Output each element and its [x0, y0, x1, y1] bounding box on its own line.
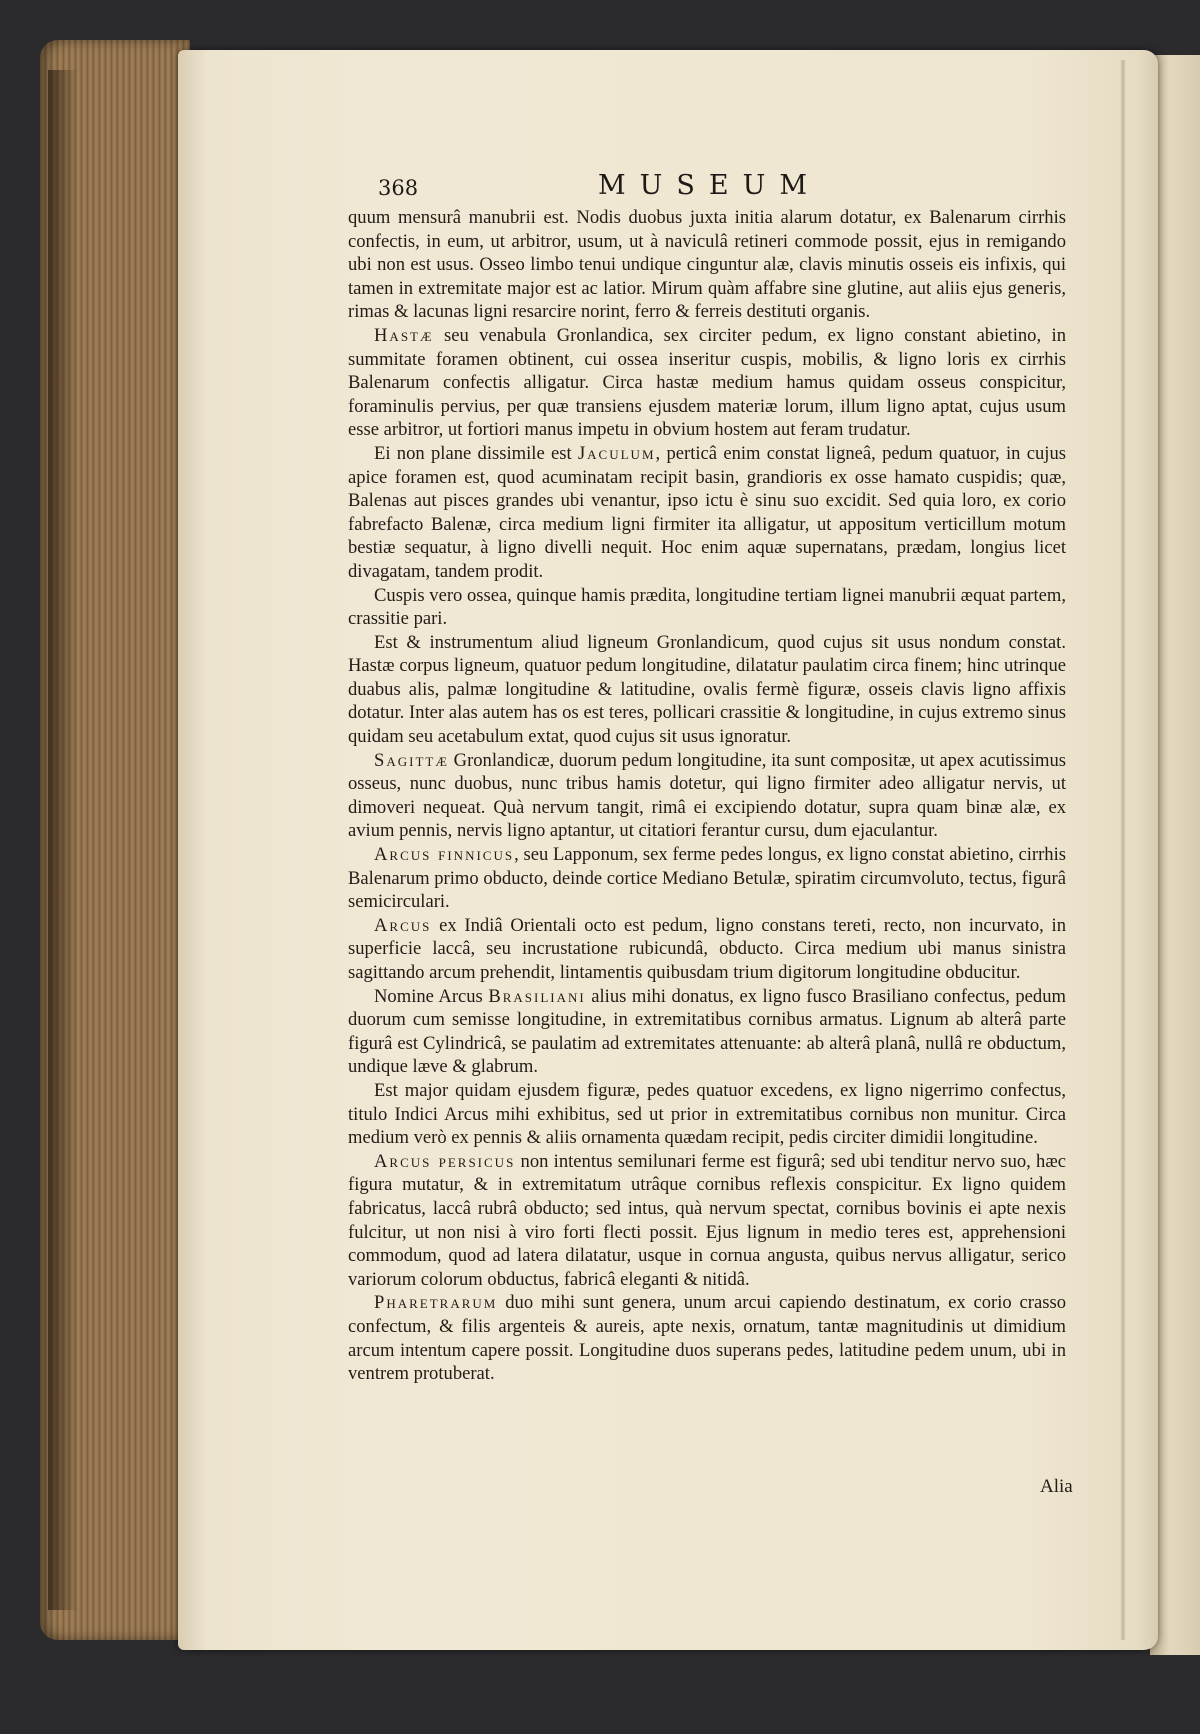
paragraph-text: alius mihi donatus, ex ligno fusco Brasiliano confectus, pedum duorum cum semisse longitudine, in extremitatibus cornibus armatus. Lignum ab alterâ parte figurâ est Cylindricâ, se paulatim ad extremitates attenuante: ab alterâ planâ, nullâ re obductum, undique læve & glabrum. [348, 985, 1066, 1078]
paragraph-text: , seu Lapponum, sex ferme pedes longus, ex ligno constat abietino, cirrhis Balenarum primo obducto, deinde cortice Mediano Betulæ, spiratim circumvoluto, tectus, figurâ semicirculari. [348, 844, 1066, 913]
paragraph-lead: Jaculum [577, 442, 656, 464]
paragraph [348, 631, 1066, 749]
paragraph-lead: Hastæ [374, 324, 434, 346]
paragraph [348, 749, 1066, 843]
paragraph-lead: Sagittæ [374, 749, 449, 771]
paragraph-lead: Brasiliani [488, 985, 586, 1007]
paragraph-lead: Arcus finnicus [374, 844, 515, 866]
paragraph [348, 1079, 1066, 1150]
page-crease [1120, 60, 1126, 1640]
paragraph-before: Nomine Arcus [374, 985, 483, 1007]
paragraph-text: Gronlandicæ, duorum pedum longitudine, ita sunt compositæ, ut apex acutissimus osseus, nunc duobus, nunc tribus hamis dotetur, qui ligno firmiter adeo alligatur nervis, ut dimoveri nequeat. Quà nervum tangit, rimâ ei excipiendo dotatur, supra quam binæ alæ, ex avium pennis, nervis ligno aptantur, ut citatiori ferantur cursu, dum ejaculantur. [348, 749, 1066, 842]
paragraph [348, 324, 1066, 442]
paragraph-text: ex Indiâ Orientali octo est pedum, ligno constans tereti, recto, non incurvato, in superficie laccâ, seu incrustatione rubicundâ, obducto. Circa medium ubi manus sinistra sagittando arcum prehendit, lintamentis quibusdam trium digitorum longitudine obducitur. [348, 914, 1066, 983]
paragraph-text: , perticâ enim constat ligneâ, pedum quatuor, in cujus apice foramen est, quod acuminatam recipit basin, grandioris ex osse hamato cuspidis; quæ, Balenas aut pisces grandes ubi venantur, ipso ictu è sinu suo excidit. Sed quia loro, ex corio fabrefacto Balenæ, circa medium ligni firmiter ita alligatur, ut appositum verticillum motum bestiæ sequatur, à ligno divelli nequit. Hoc enim aquæ supernatans, prædam, longius licet divagatam, tandem prodit. [348, 442, 1066, 582]
paragraph [348, 914, 1066, 985]
paragraph-lead: Arcus [374, 914, 432, 936]
fore-edge-shadow [48, 70, 78, 1610]
paragraph-text: duo mihi sunt genera, unum arcui capiendo destinatum, ex corio crasso confectum, & filis argenteis & aureis, apte nexis, ornatum, tantæ magnitudinis ut dimidium arcum intentum capere possit. Longitudine duos superans pedes, latitudine pedem unum, ubi in ventrem protuberat. [348, 1292, 1066, 1385]
paragraph [348, 584, 1066, 631]
paragraph-text: Cuspis vero ossea, quinque hamis prædita, longitudine tertiam lignei manubrii æquat partem, crassitie pari. [348, 584, 1066, 630]
paragraph-before: Ei non plane dissimile est [374, 442, 572, 464]
paragraph-text: non intentus semilunari ferme est figurâ; sed ubi tenditur nervo suo, hæc figura mutatur, & in extremitatum utrâque cornibus reflexis conspicitur. Ex ligno quidem fabricatus, laccâ rubrâ obducto; sed intus, quà nervum spectat, cornibus bovinis ei apte nexis fulcitur, ut non nisi à viro forti flecti possit. Ejus lignum in medio teres est, apprehensioni commodum, quod ad latera dilatatur, usque in cornua angusta, quibus nervus alligatur, serico variorum colorum obductus, fabricâ eleganti & nitidâ. [348, 1150, 1066, 1290]
paragraph [348, 206, 1066, 324]
paragraph-text: Est & instrumentum aliud ligneum Gronlandicum, quod cujus sit usus nondum constat. Hastæ corpus ligneum, quatuor pedum longitudine, dilatatur paulatim circa finem; hinc utrinque duabus alis, palmæ longitudine & latitudine, ovalis fermè figuræ, osseis clavis ligno affixis dotatur. Inter alas autem has os est teres, pollicari crassitie & longitudine, in cujus extremo sinus quidam seu acetabulum extat, quod cujus sit usus ignoratur. [348, 631, 1066, 748]
page-number: 368 [378, 176, 419, 200]
running-head: MUSEUM [598, 170, 822, 201]
paragraph [348, 843, 1066, 914]
paragraph [348, 1291, 1066, 1385]
paragraph [348, 1150, 1066, 1292]
paragraph-text: seu venabula Gronlandica, sex circiter pedum, ex ligno constant abietino, in summitate foramen obtinent, cui ossea inseritur cuspis, mobilis, & ligno loris ex cirrhis Balenarum confectis alligatur. Circa hastæ medium hamus quidam osseus conspicitur, foraminulis pervius, per quæ transiens ejusdem materiæ lorum, illum ligno aptat, cujus usum esse arbitror, ut fortiori manus impetu in obvium hostem aut feram trudatur. [348, 324, 1066, 441]
paragraph-lead: Pharetrarum [374, 1292, 498, 1314]
paragraph-lead: Arcus persicus [374, 1150, 516, 1172]
paragraph-text: quum mensurâ manubrii est. Nodis duobus juxta initia alarum dotatur, ex Balenarum cirrhis confectis, in eum, ut arbitror, usum, ut à naviculâ retineri commode possit, ejus in remigando ubi non est usus. Osseo limbo tenui undique cinguntur alæ, clavis minutis osseis eis infixis, qui tamen in extremitate major est ac latior. Mirum quàm affabre sine glutine, aut aliis ejus generis, rimas & lacunas ligni resarcire norint, ferro & ferreis destituti organis. [348, 207, 1066, 323]
body-text [348, 206, 1066, 1386]
paragraph [348, 442, 1066, 584]
paragraph-text: Est major quidam ejusdem figuræ, pedes quatuor excedens, ex ligno nigerrimo confectus, titulo Indici Arcus mihi exhibitus, sed ut prior in extremitatibus cornibus non munitur. Circa medium verò ex pennis & aliis ornamenta quædam recipit, pedis circiter dimidii longitudine. [348, 1079, 1066, 1149]
catchword: Alia [1040, 1476, 1073, 1497]
page-header [378, 170, 1068, 206]
paragraph [348, 985, 1066, 1079]
